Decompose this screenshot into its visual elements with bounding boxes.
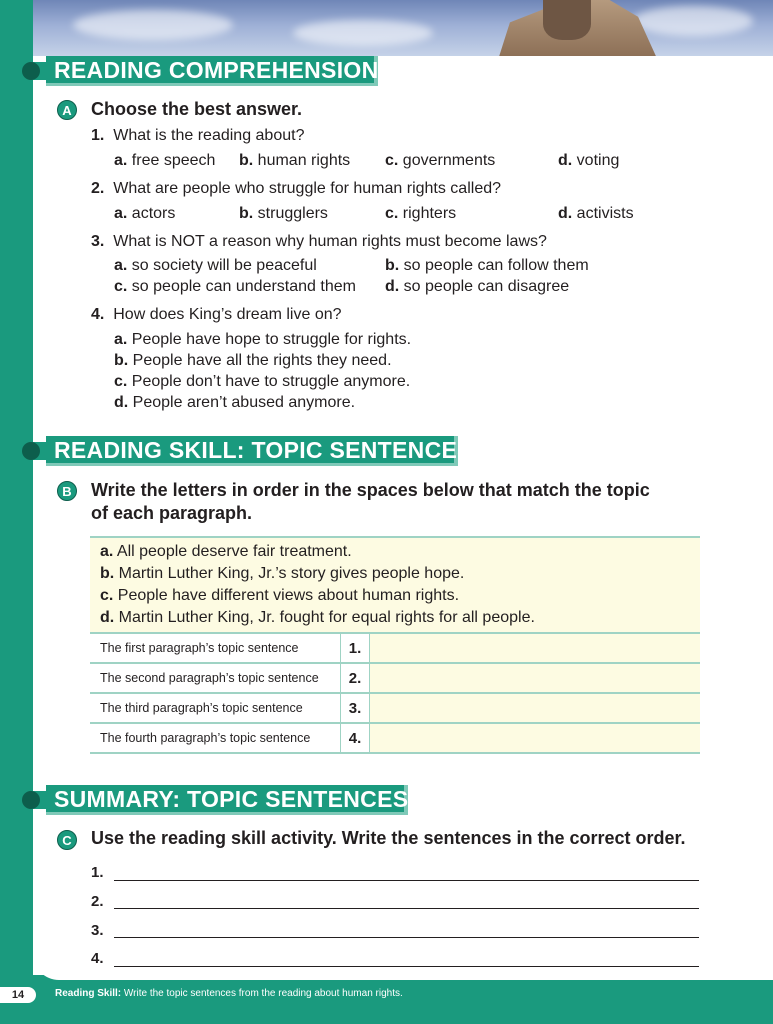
q2-option-d[interactable]: d. activists xyxy=(558,205,634,222)
row-number: 2. xyxy=(341,663,370,693)
row-label: The third paragraph’s topic sentence xyxy=(90,693,341,723)
section-header-summary xyxy=(0,785,410,815)
row-label: The first paragraph’s topic sentence xyxy=(90,633,341,663)
part-b-instruction-line-2: of each paragraph. xyxy=(91,503,253,523)
statue-head xyxy=(543,0,591,40)
writing-line-1[interactable] xyxy=(114,880,699,881)
statement-b: b. Martin Luther King, Jr.’s story gives people hope. xyxy=(100,565,465,582)
section-title: READING COMPREHENSION xyxy=(46,56,378,86)
part-a-instruction: Choose the best answer. xyxy=(91,99,303,119)
part-b-instruction-line-1: Write the letters in order in the spaces below that match the topic xyxy=(91,480,650,500)
answer-cell-1[interactable] xyxy=(370,633,701,663)
q3-option-d[interactable]: d. so people can disagree xyxy=(385,278,570,295)
row-label: The second paragraph’s topic sentence xyxy=(90,663,341,693)
line-number-3: 3. xyxy=(91,922,104,939)
answer-cell-4[interactable] xyxy=(370,723,701,753)
statement-c: c. People have different views about human rights. xyxy=(100,587,460,604)
q3-option-b[interactable]: b. so people can follow them xyxy=(385,257,589,274)
row-number: 3. xyxy=(341,693,370,723)
page-number: 14 xyxy=(0,987,36,1003)
row-number: 1. xyxy=(341,633,370,663)
bullet-icon xyxy=(22,791,40,809)
q4-option-c[interactable]: c. People don’t have to struggle anymore. xyxy=(114,373,411,390)
left-margin-band xyxy=(0,0,33,1024)
q4-option-a[interactable]: a. People have hope to struggle for rights. xyxy=(114,331,412,348)
q2-option-b[interactable]: b. strugglers xyxy=(239,205,328,222)
q1-option-a[interactable]: a. free speech xyxy=(114,152,216,169)
part-c-instruction: Use the reading skill activity. Write the sentences in the correct order. xyxy=(91,828,686,848)
statement-a: a. All people deserve fair treatment. xyxy=(100,543,352,560)
section-title: READING SKILL: TOPIC SENTENCES xyxy=(46,436,458,466)
section-header-reading-skill xyxy=(0,436,473,466)
row-number: 4. xyxy=(341,723,370,753)
q2-option-c[interactable]: c. righters xyxy=(385,205,457,222)
question-2: 2. What are people who struggle for human rights called? xyxy=(91,180,502,197)
part-a-badge: A xyxy=(57,100,77,120)
row-label: The fourth paragraph’s topic sentence xyxy=(90,723,341,753)
section-title: SUMMARY: TOPIC SENTENCES xyxy=(46,785,408,815)
writing-line-2[interactable] xyxy=(114,908,699,909)
statement-d: d. Martin Luther King, Jr. fought for equal rights for all people. xyxy=(100,609,535,626)
q2-option-a[interactable]: a. actors xyxy=(114,205,176,222)
q3-option-c[interactable]: c. so people can understand them xyxy=(114,278,356,295)
table-row xyxy=(90,633,700,663)
writing-line-3[interactable] xyxy=(114,937,699,938)
q1-option-c[interactable]: c. governments xyxy=(385,152,496,169)
header-photo xyxy=(33,0,773,56)
writing-line-4[interactable] xyxy=(114,966,699,967)
bullet-icon xyxy=(22,62,40,80)
part-c-badge: C xyxy=(57,830,77,850)
line-number-2: 2. xyxy=(91,893,104,910)
answer-cell-2[interactable] xyxy=(370,663,701,693)
question-1: 1. What is the reading about? xyxy=(91,127,305,144)
table-row xyxy=(90,693,700,723)
q3-option-a[interactable]: a. so society will be peaceful xyxy=(114,257,317,274)
q1-option-d[interactable]: d. voting xyxy=(558,152,620,169)
q1-option-b[interactable]: b. human rights xyxy=(239,152,351,169)
topic-sentence-table xyxy=(90,632,700,754)
q4-option-b[interactable]: b. People have all the rights they need. xyxy=(114,352,392,369)
part-b-badge: B xyxy=(57,481,77,501)
table-row xyxy=(90,663,700,693)
table-row xyxy=(90,723,700,753)
question-4: 4. How does King’s dream live on? xyxy=(91,306,342,323)
bullet-icon xyxy=(22,442,40,460)
q4-option-d[interactable]: d. People aren’t abused anymore. xyxy=(114,394,356,411)
answer-cell-3[interactable] xyxy=(370,693,701,723)
footer-note: Reading Skill: Write the topic sentences from the reading about human rights. xyxy=(55,988,403,999)
line-number-1: 1. xyxy=(91,864,104,881)
section-header-reading-comprehension xyxy=(0,56,380,86)
line-number-4: 4. xyxy=(91,950,104,967)
question-3: 3. What is NOT a reason why human rights must become laws? xyxy=(91,233,547,250)
